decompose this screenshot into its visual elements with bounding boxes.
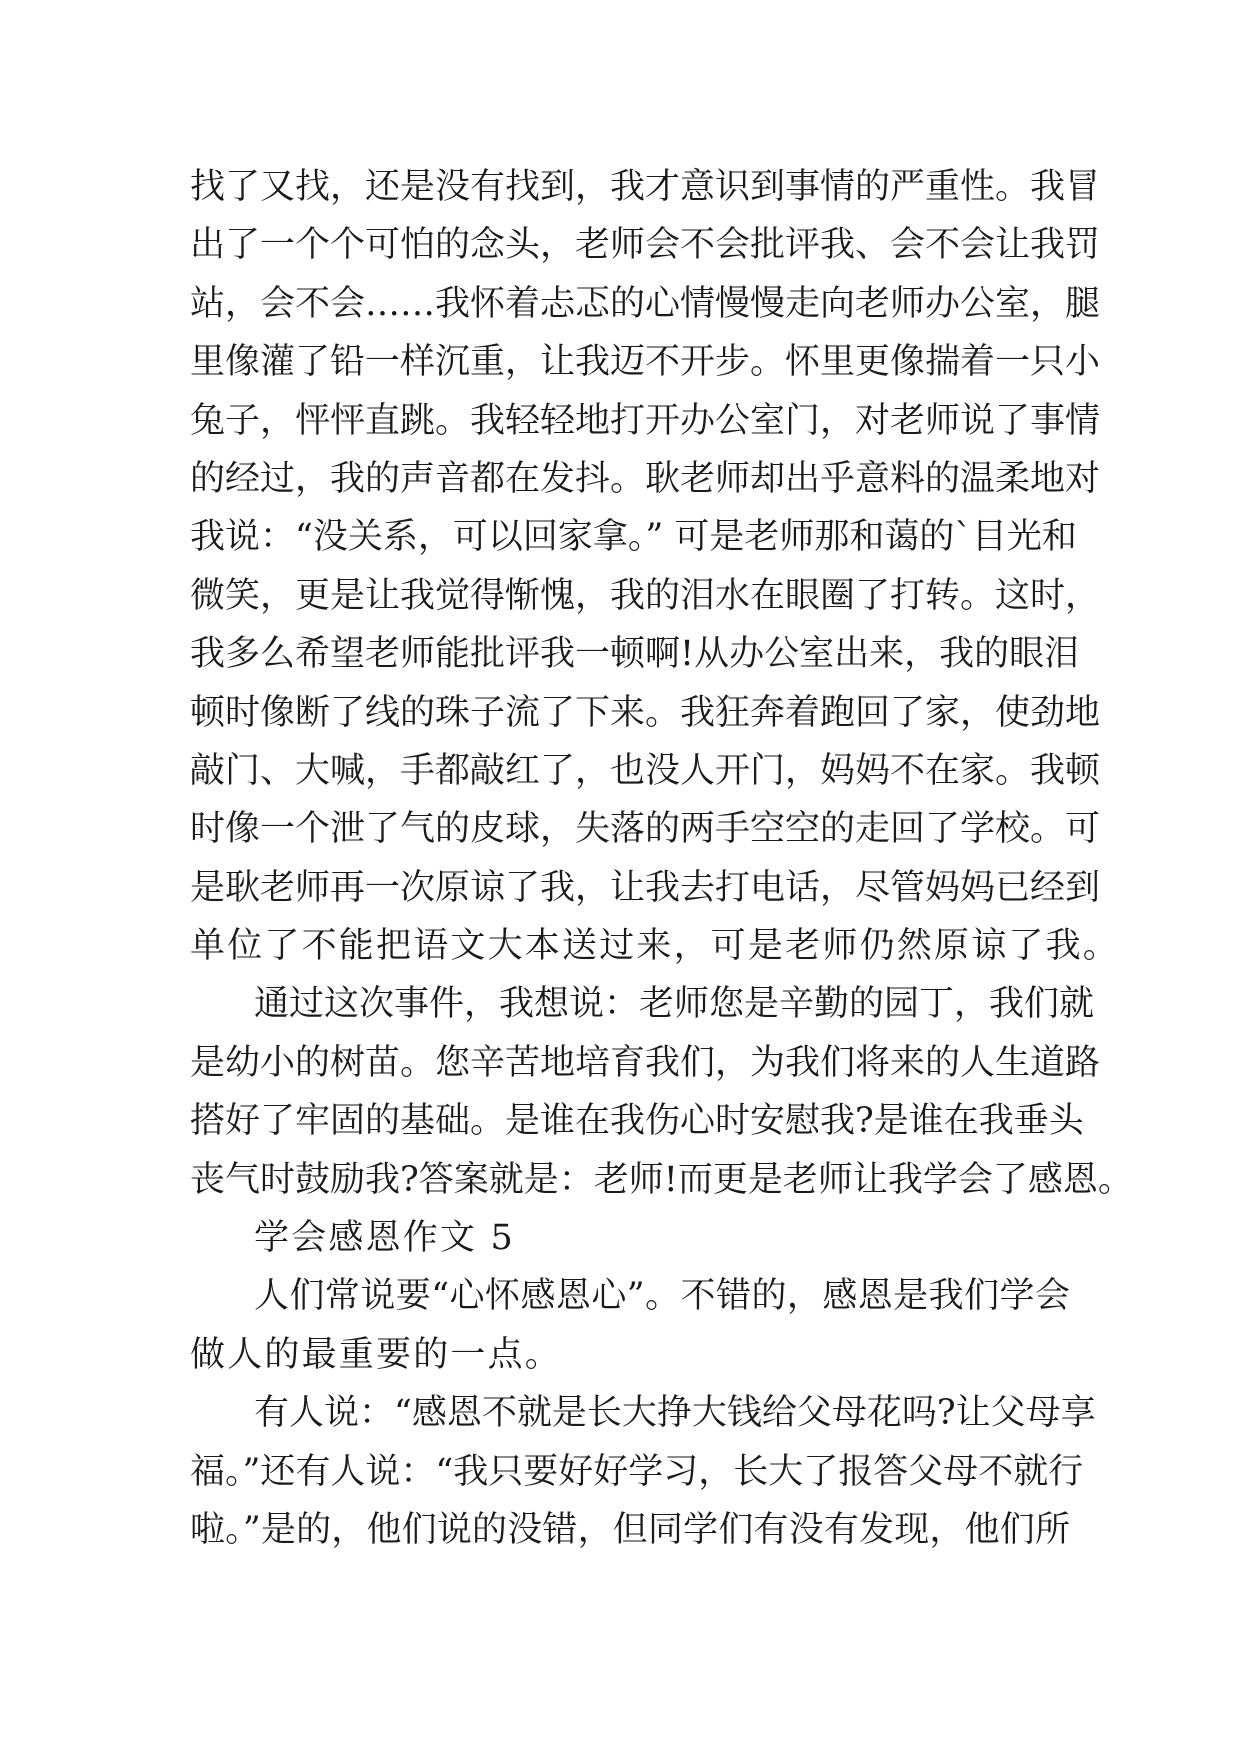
text-line: 是幼小的树苗。您辛苦地培育我们，为我们将来的人生道路 (190, 1042, 1101, 1083)
text-line: 找了又找，还是没有找到，我才意识到事情的严重性。我冒 (190, 167, 1101, 207)
text-line: 福。”还有人说：“我只要好好学习，长大了报答父母不就行 (190, 1451, 1084, 1492)
text-line: 单位了不能把语文大本送过来，可是老师仍然原谅了我。 (190, 926, 1121, 967)
text-line: 的经过，我的声音都在发抖。耿老师却出乎意料的温柔地对 (190, 458, 1101, 499)
text-line: 人们常说要“心怀感恩心”。不错的，感恩是我们学会 (254, 1276, 1070, 1317)
text-line: 顿时像断了线的珠子流了下来。我狂奔着跑回了家，使劲地 (190, 692, 1101, 733)
text-line: 丧气时鼓励我?答案就是：老师!而更是老师让我学会了感恩。 (190, 1159, 1133, 1200)
text-line: 我说：“没关系，可以回家拿。” 可是老师那和蔼的`目光和 (190, 517, 1077, 558)
text-line: 敲门、大喊，手都敲红了，也没人开门，妈妈不在家。我顿 (190, 750, 1101, 791)
text-line: 是耿老师再一次原谅了我，让我去打电话，尽管妈妈已经到 (190, 867, 1101, 908)
text-line: 啦。”是的，他们说的没错，但同学们有没有发现，他们所 (190, 1509, 1070, 1550)
text-line: 我多么希望老师能批评我一顿啊!从办公室出来，我的眼泪 (190, 634, 1080, 675)
text-line: 通过这次事件，我想说：老师您是辛勤的园丁，我们就 (254, 984, 1095, 1025)
text-line: 站，会不会……我怀着忐忑的心情慢慢走向老师办公室，腿 (190, 283, 1101, 324)
text-line: 做人的最重要的一点。 (190, 1334, 563, 1375)
text-line: 里像灌了铅一样沉重，让我迈不开步。怀里更像揣着一只小 (190, 342, 1101, 383)
text-line: 搭好了牢固的基础。是谁在我伤心时安慰我?是谁在我垂头 (190, 1101, 1084, 1142)
text-line: 学会感恩作文 5 (254, 1218, 515, 1259)
text-line: 有人说：“感恩不就是长大挣大钱给父母花吗?让父母享 (254, 1393, 1096, 1434)
text-line: 出了一个个可怕的念头，老师会不会批评我、会不会让我罚 (190, 225, 1101, 266)
body-text (190, 158, 1133, 1559)
text-line: 时像一个泄了气的皮球，失落的两手空空的走回了学校。可 (190, 809, 1101, 850)
text-line: 微笑，更是让我觉得惭愧，我的泪水在眼圈了打转。这时， (190, 575, 1101, 616)
text-line: 兔子，怦怦直跳。我轻轻地打开办公室门，对老师说了事情 (190, 400, 1101, 441)
